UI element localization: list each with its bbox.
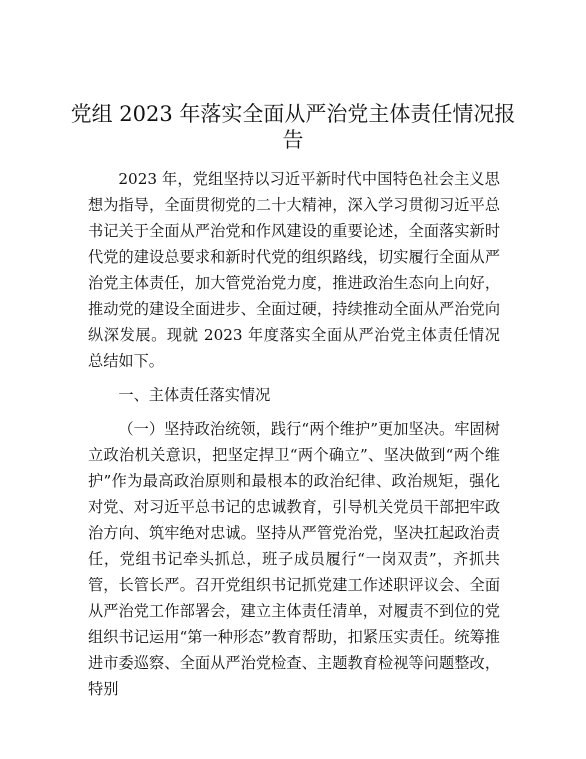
title-line-1: 党组 2023 年落实全面从严治党主体责任情况报 — [70, 102, 516, 126]
intro-paragraph: 2023 年，党组坚持以习近平新时代中国特色社会主义思想为指导，全面贯彻党的二十大精神，深入学习贯彻习近平总书记关于全面从严治党和作风建设的重要论述，全面落实新时代党的建设总要求和新时代党的组织路线，切实履行全面从严治党主体责任，加大管党治党力度，推进政治生态向上向好，推动党的建设全面进步、全面过硬，持续推动全面从严治党向纵深发展。现就 2023 年度落实全面从严治党主体责任情况总结如下。 — [88, 170, 500, 370]
section-heading: 一、主体责任落实情况 — [118, 386, 271, 404]
document-body — [88, 166, 500, 702]
subsection-paragraph: （一）坚持政治统领，践行“两个维护”更加坚决。牢固树立政治机关意识，把坚定捍卫“两个确立”、坚决做到“两个维护”作为最高政治原则和最根本的政治纪律、政治规矩，强化对党、对习近平总书记的忠诚教育，引导机关党员干部把牢政治方向、筑牢绝对忠诚。坚持从严管党治党，坚决扛起政治责任，党组书记牵头抓总，班子成员履行“一岗双责”，齐抓共管，长管长严。召开党组织书记抓党建工作述职评议会、全面从严治党工作部署会，建立主体责任清单，对履责不到位的党组织书记运用“第一种形态”教育帮助，扣紧压实责任。统筹推进市委巡察、全面从严治党检查、主题教育检视等问题整改，特别 — [88, 420, 500, 698]
title-line-2: 告 — [282, 128, 304, 152]
document-title — [70, 101, 516, 153]
